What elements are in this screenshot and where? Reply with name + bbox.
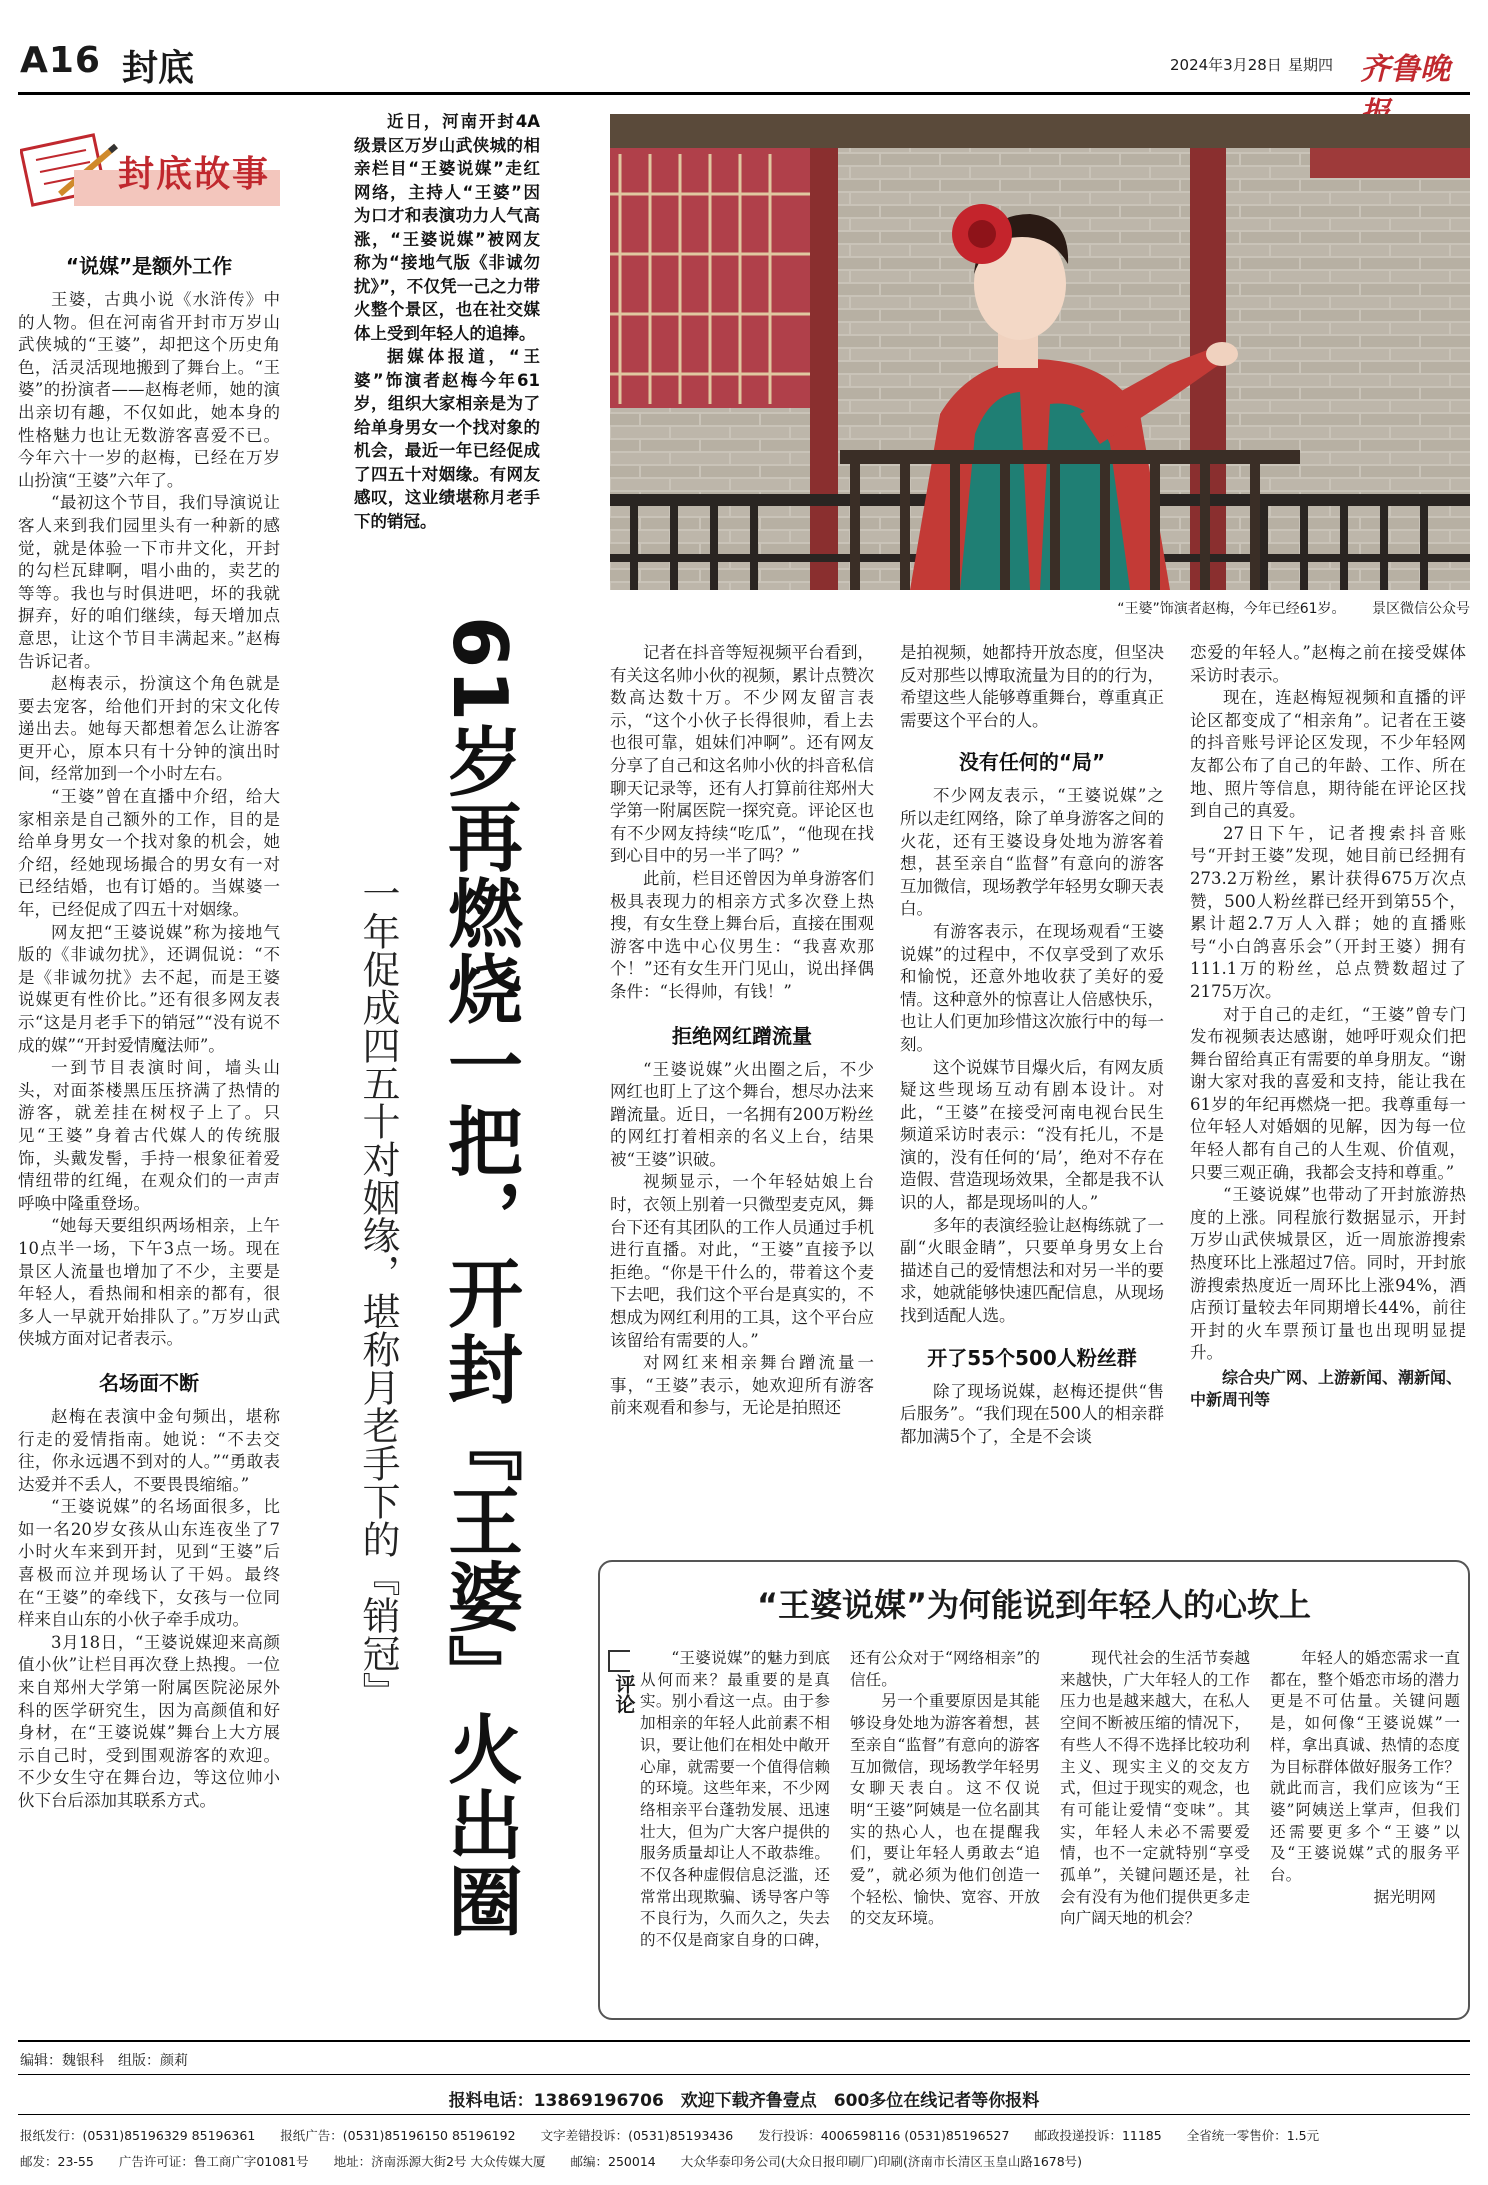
paragraph: 对于自己的走红，“王婆”曾专门发布视频表达感谢，她呼吁观众们把舞台留给真正有需要的单身朋友。“谢谢大家对我的喜爱和支持，能让我在61岁的年纪再燃烧一把。我尊重每一位年轻人对婚姻的见解，因为每一位年轻人都有自己的人生观、价值观，只要三观正确，我都会支持和尊重。” [1190, 1004, 1466, 1182]
column-5 [1190, 642, 1466, 1411]
header-rule [18, 92, 1470, 95]
comment-tag-label: 评论 [612, 1674, 636, 1714]
col4-body-2 [900, 785, 1164, 1327]
column-4 [900, 642, 1164, 1448]
paragraph: 此前，栏目还曾因为单身游客们极具表现力的相亲方式多次登上热搜，有女生登上舞台后，直接在围观游客中选中心仪男生：“我喜欢那个！”还有女生开门见山，说出择偶条件：“长得帅，有钱！” [610, 868, 874, 1001]
commentary-box [598, 1560, 1470, 2020]
left-column [18, 250, 280, 1813]
section-heading-fan-groups: 开了55个500人粉丝群 [927, 1345, 1137, 1370]
paragraph: “最初这个节目，我们导演说让客人来到我们园里头有一种新的感觉，就是体验一下市井文化，开封的勾栏瓦肆啊，唱小曲的，卖艺的等等。我也与时俱进吧，坏的我就摒弃，好的咱们继续，每天增加点意思，让这个节目丰满起来。”赵梅告诉记者。 [18, 493, 280, 671]
paragraph: 是拍视频，她都持开放态度，但坚决反对那些以博取流量为目的的行为，希望这些人能够尊重舞台，尊重真正需要这个平台的人。 [900, 643, 1164, 730]
section-heading-extra-work: “说媒”是额外工作 [65, 254, 233, 278]
col4-body-1 [900, 642, 1164, 732]
issue-date: 2024年3月28日 [1170, 56, 1282, 74]
paragraph: “她每天要组织两场相亲，上午10点半一场，下午3点一场。现在景区人流量也增加了不少，主要是年轻人，看热闹和相亲的都有，很多人一早就开始排队了。”万岁山武侠城方面对记者表示。 [18, 1216, 280, 1349]
paragraph: 网友把“王婆说媒”称为接地气版的《非诚勿扰》，还调侃说：“不是《非诚勿扰》去不起，而是王婆说媒更有性价比。”还有很多网友表示“这是月老手下的销冠”“没有说不成的媒”“开封爱情魔法师”。 [18, 922, 280, 1055]
photo-caption: “王婆”饰演者赵梅，今年已经61岁。 [1117, 601, 1346, 617]
paragraph: 记者在抖音等短视频平台看到，有关这名帅小伙的视频，累计点赞次数高达数十万。不少网友留言表示，“这个小伙子长得很帅，看上去也很可靠，姐妹们冲啊”。还有网友分享了自己和这名帅小伙的抖音私信聊天记录等，还有人打算前往郑州大学第一附属医院一探究竟。评论区也有不少网友持续“吃瓜”，“他现在找到心目中的另一半了吗？” [610, 643, 874, 866]
paragraph: “王婆说媒”也带动了开封旅游热度的上涨。同程旅行数据显示，开封万岁山武侠城景区，近一周旅游搜索热度环比上涨超过7倍。同时，开封旅游搜索热度近一周环比上涨94%，酒店预订量较去年同期增长44%，前往开封的火车票预订量也出现明显提升。 [1190, 1185, 1466, 1363]
footer-rule-top [18, 2040, 1470, 2042]
comment-tag-bar [608, 1650, 630, 1672]
page-header [20, 40, 1472, 90]
paragraph: 27日下午，记者搜索抖音账号“开封王婆”发现，她目前已经拥有273.2万粉丝，累计获得675万次点赞，500人粉丝群已经开到第55个，累计超2.7万人入群；她的直播账号“小白鸽喜乐会”（开封王婆）拥有111.1万的粉丝，总点赞数超过了2175万次。 [1190, 823, 1466, 1001]
paragraph: 一到节目表演时间，墙头山头，对面茶楼黑压压挤满了热情的游客，就差挂在树杈子上了。只见“王婆”身着古代媒人的传统服饰，头戴发髻，手持一根象征着爱情纽带的红绳，在观众们的一声声呼唤中隆重登场。 [18, 1058, 280, 1213]
paragraph: 王婆，古典小说《水浒传》中的人物。但在河南省开封市万岁山武侠城的“王婆”，却把这个历史角色，活灵活现地搬到了舞台上。“王婆”的扮演者——赵梅老师，她的演出亲切有趣，不仅如此，她本身的性格魅力也让无数游客喜爱不已。今年六十一岁的赵梅，已经在万岁山扮演“王婆”六年了。 [18, 290, 280, 490]
commentary-title: “王婆说媒”为何能说到年轻人的心坎上 [756, 1586, 1312, 1624]
col3-body-2 [610, 1059, 874, 1421]
section-heading-famous-scenes: 名场面不断 [99, 1370, 199, 1395]
section-heading-no-setup: 没有任何的“局” [958, 750, 1106, 775]
paragraph: 有游客表示，在现场观看“王婆说媒”的过程中，不仅享受到了欢乐和愉悦，还意外地收获了美好的爱情。这种意外的惊喜让人倍感快乐，也让人们更加珍惜这次旅行中的每一刻。 [900, 921, 1164, 1054]
column-3 [610, 642, 874, 1420]
section-heading-no-traffic: 拒绝网红蹭流量 [672, 1023, 812, 1048]
paragraph: “王婆”曾在直播中介绍，给大家相亲是自己额外的工作，目的是给单身男女一个找对象的机会，她介绍，经她现场撮合的男女有一对已经结婚，也有订婚的。当媒婆一年，已经促成了四五十对姻缘。 [18, 787, 280, 920]
paragraph: 赵梅表示，扮演这个角色就是要去宠客，给他们开封的宋文化传递出去。她每天都想着怎么让游客更开心，原本只有十分钟的演出时间，经常加到一个小时左右。 [18, 674, 280, 784]
lead-paragraph [354, 110, 540, 533]
paragraph: 3月18日，“王婆说媒迎来高颜值小伙”让栏目再次登上热搜。一位来自郑州大学第一附属医院泌尿外科的医学研究生，因为高颜值和好身材，在“王婆说媒”舞台上大方展示自己时，受到围观游客的欢迎。不少女生守在舞台边，等这位帅小伙下台后添加其联系方式。 [18, 1632, 280, 1810]
left-body-1 [18, 289, 280, 1351]
left-body-2 [18, 1406, 280, 1813]
performer-photo-illustration [610, 114, 1470, 590]
editor-credits: 编辑：魏银科 组版：颜莉 [20, 2053, 188, 2069]
paragraph: “王婆说媒”火出圈之后，不少网红也盯上了这个舞台，想尽办法来蹭流量。近日，一名拥有200万粉丝的网红打着相亲的名义上台，结果被“王婆”识破。 [610, 1059, 874, 1169]
lead-text: 据媒体报道，“王婆”饰演者赵梅今年61岁，组织大家相亲是为了给单身男女一个找对象的机会，最近一年已经促成了四五十对姻缘。有网友感叹，这业绩堪称月老手下的销冠。 [354, 347, 540, 531]
col5-body [1190, 642, 1466, 1365]
source-credit: 综合央广网、上游新闻、潮新闻、中新周刊等 [1190, 1368, 1463, 1409]
footer-line-1: 报纸发行：(0531)85196329 85196361 报纸广告：(0531)85196150 85196192 文字差错投诉：(0531)85193436 发行投诉：4006598116 (0531)85196527 邮政投递投诉：11185 全省统一零售价：1.5元 [20, 2128, 1320, 2143]
hotline-bar: 报料电话：13869196706 欢迎下载齐鲁壹点 600多位在线记者等你报料 [448, 2091, 1040, 2111]
issue-weekday: 星期四 [1288, 56, 1334, 74]
paragraph: “王婆说媒”的魅力到底从何而来？最重要的是真实。别小看这一点。由于参加相亲的年轻人此前素不相识，要让他们在相处中敞开心扉，就需要一个值得信赖的环境。这些年来，不少网络相亲平台蓬勃发展、迅速壮大，但为广大客户提供的服务质量却让人不敢恭维。不仅各种虚假信息泛滥，还常常出现欺骗、诱导客户等不良行为，久而久之，失去的不仅是商家自身的口碑，还有公众对于“网络相亲”的信任。 [640, 1649, 1040, 1950]
paragraph: 恋爱的年轻人。”赵梅之前在接受媒体采访时表示。 [1190, 643, 1466, 685]
feature-photo [610, 114, 1470, 590]
sub-headline: 一年促成四五十对姻缘，堪称月老手下的『销冠』 [356, 874, 400, 1710]
paragraph: 对网红来相亲舞台蹭流量一事，“王婆”表示，她欢迎所有游客前来观看和参与，无论是拍照还 [610, 1353, 874, 1418]
col3-body-1 [610, 642, 874, 1004]
col4-body-3 [900, 1381, 1164, 1449]
photo-credit: 景区微信公众号 [1372, 601, 1470, 617]
paragraph: 现代社会的生活节奏越来越快，广大年轻人的工作压力也是越来越大，在私人空间不断被压缩的情况下，有些人不得不选择比较功利主义、现实主义的交友方式，但过于现实的观念，也有可能让爱情“变味”。其实，年轻人未必不需要爱情，也不一定就特别“享受孤单”，关键问题还是，社会有没有为他们提供更多走向广阔天地的机会？ [1060, 1649, 1250, 1928]
footer-line-2: 邮发：23-55 广告许可证：鲁工商广字01081号 地址：济南泺源大街2号 大众传媒大厦 邮编：250014 大众华泰印务公司(大众日报印刷厂)印刷(济南市长清区玉皇山路1678号) [20, 2154, 1083, 2169]
paragraph: 年轻人的婚恋需求一直都在，整个婚恋市场的潜力更是不可估量。关键问题是，如何像“王婆说媒”一样，拿出真诚、热情的态度为目标群体做好服务工作？就此而言，我们应该为“王婆”阿姨送上掌声，但我们还需要更多个“王婆”以及“王婆说媒”式的服务平台。 [1270, 1649, 1460, 1885]
column-logo [20, 128, 282, 208]
paragraph: “王婆说媒”的名场面很多，比如一名20岁女孩从山东连夜坐了7小时火车来到开封，见到“王婆”后喜极而泣并现场认了干妈。最终在“王婆”的牵线下，女孩与一位同样来自山东的小伙子牵手成功。 [18, 1497, 280, 1630]
page-number: A16 [20, 40, 101, 81]
paragraph: 赵梅在表演中金句频出，堪称行走的爱情指南。她说：“不去交往，你永远遇不到对的人。”“勇敢表达爱并不丢人，不要畏畏缩缩。” [18, 1406, 280, 1494]
section-name: 封底 [122, 48, 195, 89]
commentary-body [640, 1648, 1460, 2008]
footer-rule-bottom [18, 2114, 1470, 2115]
main-headline: 61岁再燃烧一把，开封『王婆』火出圈 [436, 616, 524, 1939]
footer-rule-mid [18, 2074, 1470, 2075]
paragraph: 另一个重要原因是其能够设身处地为游客着想，甚至亲自“监督”有意向的游客互加微信，现场教学年轻男女聊天表白。这不仅说明“王婆”阿姨是一位名副其实的热心人，也在提醒我们，要让年轻人勇敢去“追爱”，就必须为他们创造一个轻松、愉快、宽容、开放的交友环境。 [850, 1692, 1040, 1928]
paragraph: 除了现场说媒，赵梅还提供“售后服务”。“我们现在500人的相亲群都加满5个了，全是不会谈 [900, 1381, 1164, 1446]
commentary-tag [608, 1650, 636, 1714]
paragraph: 现在，连赵梅短视频和直播的评论区都变成了“相亲角”。记者在王婆的抖音账号评论区发现，不少年轻网友都公布了自己的年龄、工作、所在地、照片等信息，期待能在评论区找到自己的真爱。 [1190, 688, 1466, 821]
paragraph: 多年的表演经验让赵梅练就了一副“火眼金睛”，只要单身男女上台描述自己的爱情想法和对另一半的要求，她就能够快速匹配信息，从现场找到适配人选。 [900, 1215, 1164, 1326]
masthead-logo: 齐鲁晚 [1360, 52, 1450, 87]
column-logo-label: 封底故事 [118, 154, 271, 195]
commentary-byline: 据光明网 [1373, 1887, 1436, 1906]
paragraph: 不少网友表示，“王婆说媒”之所以走红网络，除了单身游客之间的火花，还有王婆设身处地为游客着想，甚至亲自“监督”有意向的游客互加微信，现场教学年轻男女聊天表白。 [900, 786, 1164, 919]
paragraph: 这个说媒节目爆火后，有网友质疑这些现场互动有剧本设计。对此，“王婆”在接受河南电视台民生频道采访时表示：“没有托儿，不是演的，没有任何的‘局’，绝对不存在造假、营造现场效果，全都是我不认识的人，都是现场叫的人。” [900, 1057, 1164, 1213]
lead-text: 近日，河南开封4A级景区万岁山武侠城的相亲栏目“王婆说媒”走红网络，主持人“王婆”因为口才和表演功力人气高涨，“王婆说媒”被网友称为“接地气版《非诚勿扰》”，不仅凭一己之力带火整个景区，也在社交媒体上受到年轻人的追捧。 [354, 112, 540, 343]
photo-caption-row [610, 598, 1470, 620]
paragraph: 视频显示，一个年轻姑娘上台时，衣领上别着一只微型麦克风，舞台下还有其团队的工作人员通过手机进行直播。对此，“王婆”直接予以拒绝。“你是干什么的，带着这个麦下去吧，我们这个平台是真实的，不想成为网红利用的工具，这个平台应该留给有需要的人。” [610, 1172, 874, 1350]
